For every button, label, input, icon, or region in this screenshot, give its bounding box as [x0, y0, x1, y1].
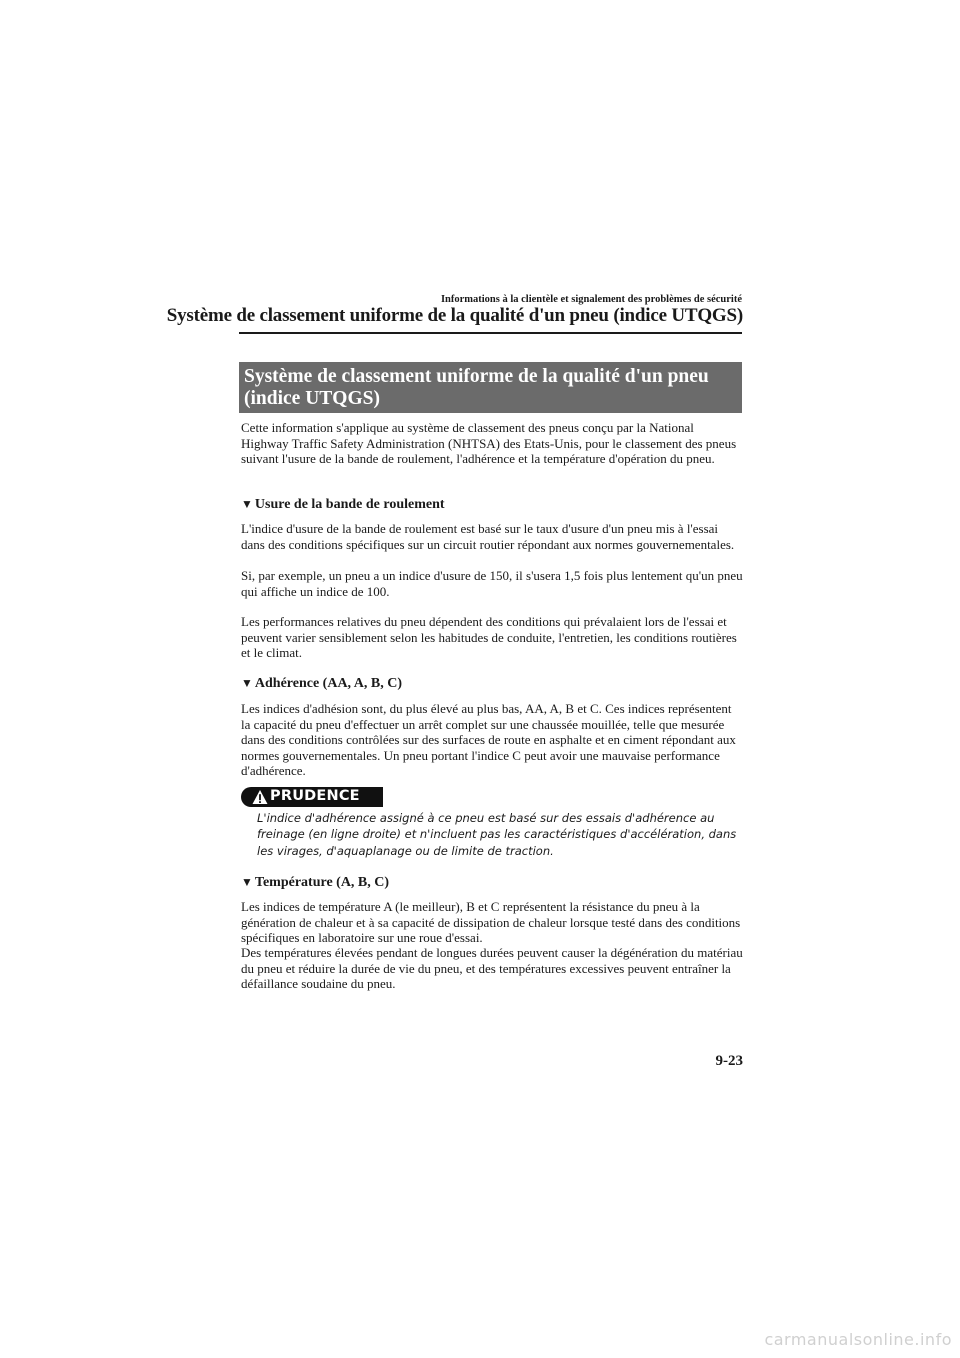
paragraph: Si, par exemple, un pneu a un indice d'usure de 150, il s'usera 1,5 fois plus lentement qu'un pneu qui affiche un indice de 100. [241, 568, 743, 599]
page-number: 9-23 [715, 1053, 743, 1069]
caution-label: PRUDENCE [270, 788, 360, 804]
section-header: Système de classement uniforme de la qualité d'un pneu (indice UTQGS) [166, 305, 743, 326]
subheading-text: Température (A, B, C) [254, 875, 390, 890]
subheading-tread-wear [241, 497, 445, 513]
paragraph: Les performances relatives du pneu dépendent des conditions qui prévalaient lors de l'essai et peuvent varier sensiblement selon les habitudes de conduite, l'entretien, les conditions routières et le climat. [241, 614, 737, 661]
triangle-marker-icon: ▼ [241, 497, 253, 511]
subheading-text: Usure de la bande de roulement [254, 497, 445, 512]
warning-triangle-icon [252, 789, 268, 805]
subheading-traction [241, 676, 402, 692]
triangle-marker-icon: ▼ [241, 676, 253, 690]
paragraph: Des températures élevées pendant de longues durées peuvent causer la dégénération du matériau du pneu et réduire la durée de vie du pneu, et des températures excessives peuvent entraîner la défaillance soudaine du pneu. [241, 945, 743, 992]
caution-text: L'indice d'adhérence assigné à ce pneu est basé sur des essais d'adhérence au freinage (en ligne droite) et n'incluent pas les caractéristiques d'accélération, dans les virages, d'aquaplanage ou de limite de traction. [257, 811, 737, 858]
watermark: carmanualsonline.info [764, 1330, 952, 1349]
paragraph: Les indices d'adhésion sont, du plus élevé au plus bas, AA, A, B et C. Ces indices représentent la capacité du pneu d'effectuer un arrêt complet sur une chaussée mouillée, telle que mesurée dans des conditions contrôlées sur des surfaces de route en asphalte et en ciment répondant aux normes gouvernementales. Un pneu portant l'indice C peut avoir une mauvaise performance d'adhérence. [241, 701, 736, 779]
subheading-temperature [241, 875, 389, 891]
intro-paragraph: Cette information s'applique au système de classement des pneus conçu par la National Highway Traffic Safety Administration (NHTSA) des Etats-Unis, pour le classement des pneus suivant l'usure de la bande de roulement, l'adhérence et la température d'opération du pneu. [241, 420, 737, 467]
chapter-header: Informations à la clientèle et signalement des problèmes de sécurité [440, 294, 742, 305]
section-title: Système de classement uniforme de la qualité d'un pneu (indice UTQGS) [244, 366, 709, 409]
header-divider [239, 332, 742, 334]
triangle-marker-icon: ▼ [241, 875, 253, 889]
subheading-text: Adhérence (AA, A, B, C) [254, 676, 403, 691]
section-title-banner [239, 362, 742, 413]
caution-badge [241, 787, 383, 807]
paragraph: Les indices de température A (le meilleur), B et C représentent la résistance du pneu à la génération de chaleur et à sa capacité de dissipation de chaleur lorsque testé dans des conditions spécifiques en laboratoire sur une roue d'essai. [241, 899, 741, 946]
paragraph: L'indice d'usure de la bande de roulement est basé sur le taux d'usure d'un pneu mis à l'essai dans des conditions spécifiques sur un circuit routier répondant aux normes gouvernementales. [241, 521, 735, 552]
